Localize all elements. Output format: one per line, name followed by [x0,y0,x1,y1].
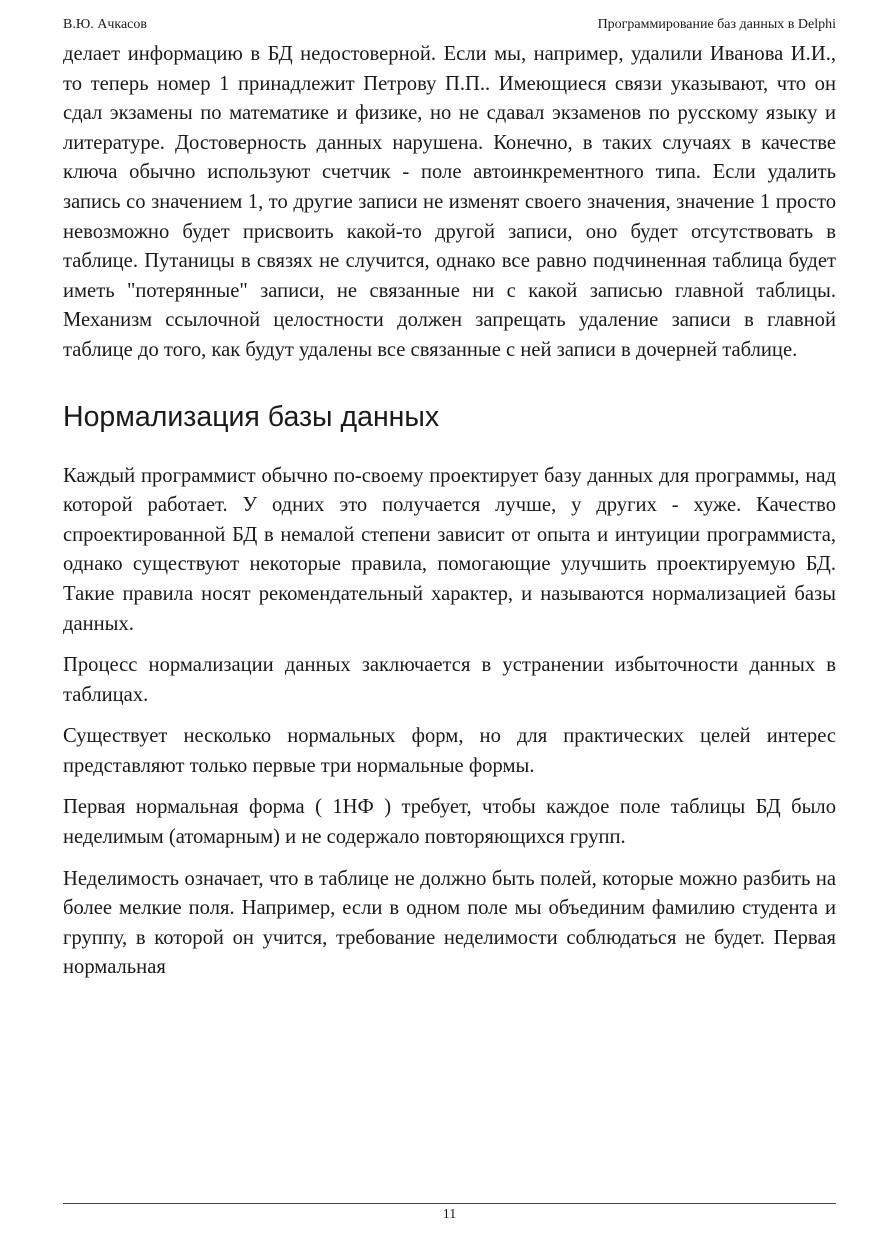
document-page [63,0,836,1241]
document-body [63,40,836,983]
paragraph: Процесс нормализации данных заключается в устранении избыточности данных в таблицах. [63,654,836,706]
paragraph-continued: делает информацию в БД недостоверной. Если мы, например, удалили Иванова И.И., то теперь номер 1 принадлежит Петрову П.П.. Имеющиеся связи указывают, что он сдал экзамены по математике и физике, но не сдавал экзаменов по русскому языку и литературе. Достоверность данных нарушена. Конечно, в таких случаях в качестве ключа обычно используют счетчик - поле автоинкрементного типа. Если удалить запись со значением 1, то другие записи не изменят своего значения, значение 1 просто невозможно будет присвоить какой-то другой записи, оно будет отсутствовать в таблице. Путаницы в связях не случится, однако все равно подчиненная таблица будет иметь "потерянные" записи, не связанные ни с какой записью главной таблицы. Механизм ссылочной целостности должен запрещать удаление записи в главной таблице до того, как будут удалены все связанные с ней записи в дочерней таблице. [63,43,836,361]
page-number: 11 [442,1207,457,1222]
paragraph: Существует несколько нормальных форм, но для практических целей интерес представляют только первые три нормальные формы. [63,725,836,777]
paragraph: Первая нормальная форма ( 1НФ ) требует, чтобы каждое поле таблицы БД было неделимым (атомарным) и не содержало повторяющихся групп. [63,796,836,849]
section-heading: Нормализация базы данных [63,400,440,433]
running-header [63,16,836,34]
header-book-title: Программирование баз данных в Delphi [597,17,836,32]
header-author: В.Ю. Ачкасов [63,17,148,32]
paragraph: Каждый программист обычно по-своему проектирует базу данных для программы, над которой работает. У одних это получается лучше, у других - хуже. Качество спроектированной БД в немалой степени зависит от опыта и интуиции программиста, однако существуют некоторые правила, помогающие улучшить проектируемую БД. Такие правила носят рекомендательный характер, и называются нормализацией базы данных. [63,464,836,635]
footer-divider [63,1203,836,1204]
paragraph: Неделимость означает, что в таблице не должно быть полей, которые можно разбить на более мелкие поля. Например, если в одном поле мы объединим фамилию студента и группу, в которой он учится, требование неделимости соблюдаться не будет. Первая нормальная [63,867,836,979]
